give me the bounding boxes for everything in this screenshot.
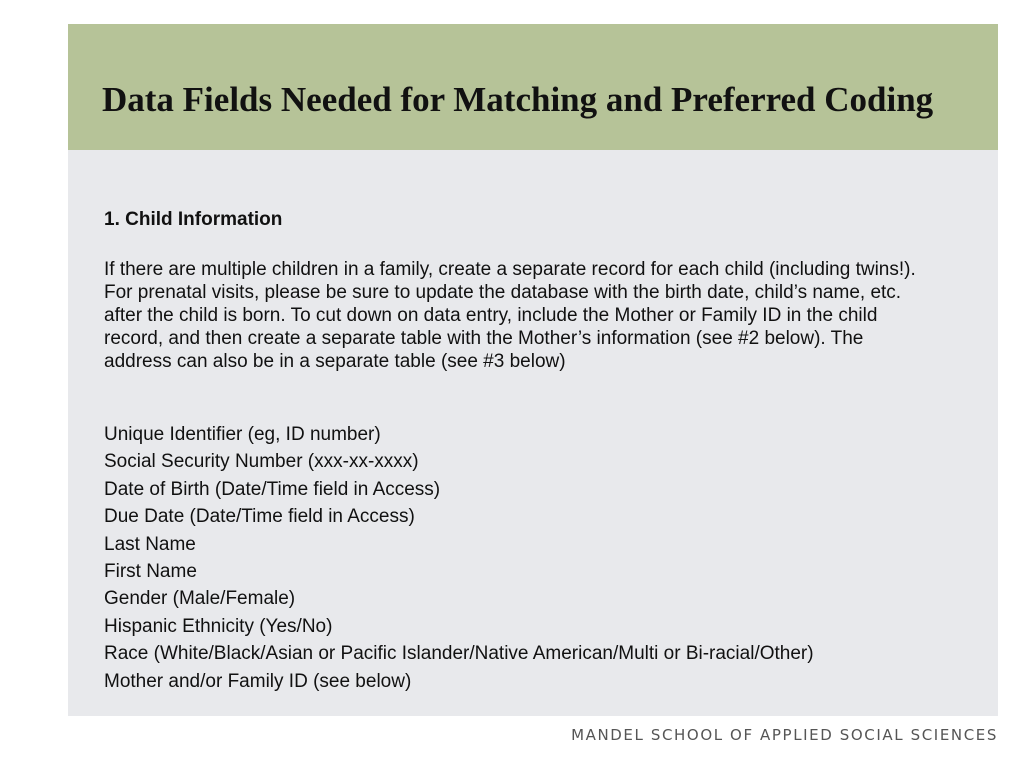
field-item-mother-family-id: Mother and/or Family ID (see below) bbox=[104, 670, 412, 692]
field-item-last-name: Last Name bbox=[104, 533, 196, 555]
field-item-social-security-number: Social Security Number (xxx-xx-xxxx) bbox=[104, 451, 419, 473]
field-item-due-date: Due Date (Date/Time field in Access) bbox=[104, 506, 415, 528]
field-item-date-of-birth: Date of Birth (Date/Time field in Access) bbox=[104, 478, 441, 500]
intro-paragraph: If there are multiple children in a family, create a separate record for each child (including twins!). For prenatal visits, please be sure to update the database with the birth date, child’s name, etc. after the child is born. To cut down on data entry, include the Mother or Family ID in the child record, and then create a separate table with the Mother’s information (see #2 below). The address can also be in a separate table (see #3 below) bbox=[104, 259, 916, 372]
field-item-first-name: First Name bbox=[104, 561, 197, 583]
title-bar bbox=[68, 24, 998, 150]
field-item-unique-identifier: Unique Identifier (eg, ID number) bbox=[104, 424, 381, 445]
slide-title: Data Fields Needed for Matching and Preferred Coding bbox=[102, 80, 934, 119]
content-panel bbox=[68, 150, 998, 716]
field-item-race: Race (White/Black/Asian or Pacific Islander/Native American/Multi or Bi-racial/Other) bbox=[104, 643, 814, 665]
section-heading: 1. Child Information bbox=[104, 209, 283, 230]
footer-school-name: MANDEL SCHOOL OF APPLIED SOCIAL SCIENCES bbox=[571, 726, 998, 744]
field-list bbox=[104, 421, 814, 695]
field-item-gender: Gender (Male/Female) bbox=[104, 588, 296, 610]
field-item-hispanic-ethnicity: Hispanic Ethnicity (Yes/No) bbox=[104, 615, 333, 637]
